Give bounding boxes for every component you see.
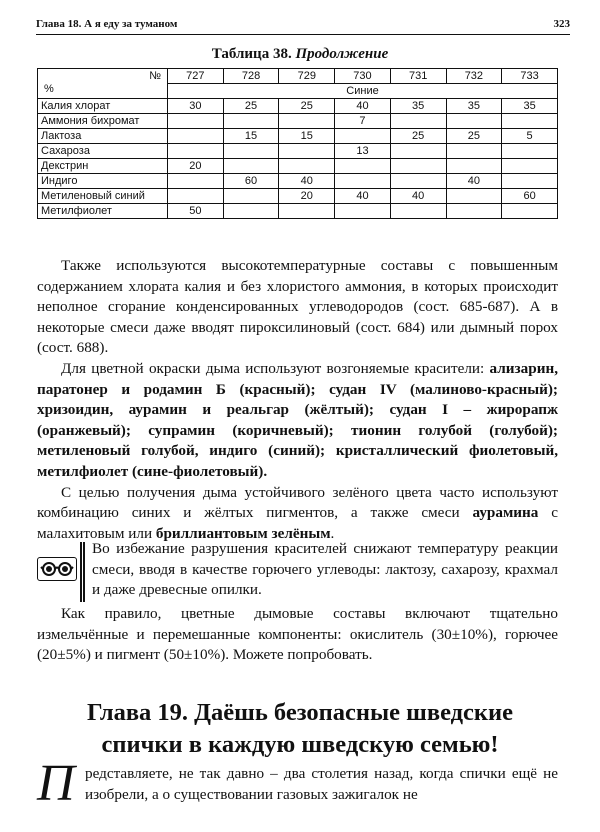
table-row bbox=[38, 99, 558, 114]
table-cell bbox=[390, 204, 446, 219]
table-cell: 35 bbox=[446, 99, 502, 114]
table-cell: 60 bbox=[502, 189, 558, 204]
table-cell: 7 bbox=[335, 114, 391, 129]
table-cell: 30 bbox=[168, 99, 224, 114]
table-cell bbox=[446, 114, 502, 129]
table-cell: 40 bbox=[279, 174, 335, 189]
glasses-icon bbox=[37, 557, 77, 581]
column-header: 733 bbox=[502, 69, 558, 84]
table-cell: 35 bbox=[390, 99, 446, 114]
table-cell bbox=[390, 114, 446, 129]
table-title bbox=[0, 46, 600, 63]
row-label: Аммония бихромат bbox=[38, 114, 168, 129]
paragraph-3 bbox=[37, 483, 558, 545]
table-cell bbox=[446, 204, 502, 219]
table-cell: 40 bbox=[335, 99, 391, 114]
table-cell bbox=[502, 114, 558, 129]
table-cell bbox=[335, 129, 391, 144]
table-cell bbox=[279, 114, 335, 129]
table-row bbox=[38, 159, 558, 174]
table-cell: 40 bbox=[446, 174, 502, 189]
column-header: 727 bbox=[168, 69, 224, 84]
paragraph-3-text: С целью получения дыма устойчивого зелёного цвета часто используют комбинацию синих и жёлтых пигментов, а также смеси bbox=[37, 483, 558, 522]
table-cell bbox=[279, 159, 335, 174]
table-cell: 20 bbox=[168, 159, 224, 174]
table-cell: 35 bbox=[502, 99, 558, 114]
table-cell bbox=[502, 204, 558, 219]
running-header bbox=[36, 16, 570, 35]
table-cell bbox=[223, 204, 279, 219]
table-cell bbox=[502, 174, 558, 189]
table-cell bbox=[335, 174, 391, 189]
note-box bbox=[37, 539, 558, 603]
table-cell: 5 bbox=[502, 129, 558, 144]
paragraph-1: Также используются высокотемпературные составы с повышенным содержанием хлората калия и без хлористого аммония, в которых происходит неполное сгорание конденсированных углеводородов (сост. 685-687). А в некоторые смеси даже вводят пироксилиновый (сост. 684) или дымный порох (сост. 688). bbox=[37, 257, 558, 357]
table-cell bbox=[223, 114, 279, 129]
row-label: Сахароза bbox=[38, 144, 168, 159]
column-group-label: Синие bbox=[168, 84, 558, 99]
table-cell: 50 bbox=[168, 204, 224, 219]
table-cell bbox=[502, 159, 558, 174]
table-cell: 15 bbox=[279, 129, 335, 144]
table-cell bbox=[223, 144, 279, 159]
table-cell bbox=[223, 189, 279, 204]
brilliant-green-term: бриллиантовым зелёным bbox=[155, 524, 331, 542]
paragraph-3-mid: с малахитовым или bbox=[37, 504, 558, 542]
table-cell: 40 bbox=[335, 189, 391, 204]
column-header: 732 bbox=[446, 69, 502, 84]
body-text-block bbox=[37, 256, 558, 544]
table-cell bbox=[446, 159, 502, 174]
table-cell bbox=[279, 144, 335, 159]
table-cell bbox=[390, 144, 446, 159]
table-corner bbox=[38, 69, 168, 99]
table-cell: 25 bbox=[279, 99, 335, 114]
table-cell bbox=[335, 204, 391, 219]
table-cell: 40 bbox=[390, 189, 446, 204]
table-row bbox=[38, 189, 558, 204]
table-cell: 20 bbox=[279, 189, 335, 204]
row-label: Метилфиолет bbox=[38, 204, 168, 219]
dye-list: ализарин, паратонер и родамин Б (красный); судан IV (малиново-красный); хризоидин, аурамин и реальгар (жёлтый); судан I – жирорапж (оранжевый); супрамин (коричневый); тионин голубой (голубой); метиленовый голубой, индиго (синий); кристаллический фиолетовый, метилфиолет (сине-фиолетовый). bbox=[37, 359, 558, 480]
column-header: 729 bbox=[279, 69, 335, 84]
table-cell bbox=[446, 144, 502, 159]
column-header: 728 bbox=[223, 69, 279, 84]
table-cell bbox=[446, 189, 502, 204]
table-row bbox=[38, 144, 558, 159]
table-cell bbox=[335, 159, 391, 174]
table-row bbox=[38, 129, 558, 144]
corner-percent-sign: % bbox=[44, 83, 54, 95]
table-title-prefix: Таблица 38. bbox=[211, 46, 292, 62]
table-cell bbox=[502, 144, 558, 159]
row-label: Декстрин bbox=[38, 159, 168, 174]
table-cell bbox=[168, 189, 224, 204]
paragraph-4: Как правило, цветные дымовые составы включают тщательно измельчённые и перемешанные компоненты: окислитель (30±10%), горючее (20±5%) и пигмент (50±10%). Можете попробовать. bbox=[37, 605, 558, 664]
table-cell bbox=[223, 159, 279, 174]
column-header: 730 bbox=[335, 69, 391, 84]
chapter-heading-line-2: спички в каждую шведскую семью! bbox=[101, 731, 499, 758]
table-cell: 25 bbox=[223, 99, 279, 114]
table-cell: 25 bbox=[446, 129, 502, 144]
note-bars bbox=[80, 542, 85, 602]
table-cell: 13 bbox=[335, 144, 391, 159]
table-row bbox=[38, 204, 558, 219]
note-text: Во избежание разрушения красителей снижают температуру реакции смеси, вводя в качестве горючего углеводы: лактозу, сахарозу, крахмал и даже древесные опилки. bbox=[92, 540, 558, 599]
paragraph-2-intro: Для цветной окраски дыма используют возгоняемые красители: bbox=[61, 359, 490, 377]
table-row bbox=[38, 114, 558, 129]
table-cell bbox=[168, 114, 224, 129]
table-cell bbox=[168, 129, 224, 144]
table-cell bbox=[390, 174, 446, 189]
opening-paragraph-text: редставляете, не так давно – два столетия назад, когда спички ещё не изобрели, а о существовании газовых зажигалок не bbox=[85, 765, 558, 803]
table-row bbox=[38, 174, 558, 189]
auramine-term: аурамина bbox=[472, 504, 539, 522]
row-label: Лактоза bbox=[38, 129, 168, 144]
running-header-title: Глава 18. А я еду за туманом bbox=[36, 18, 178, 30]
table-title-suffix: Продолжение bbox=[295, 46, 389, 62]
drop-cap: П bbox=[37, 755, 75, 812]
table-cell bbox=[390, 159, 446, 174]
page-number: 323 bbox=[553, 18, 570, 30]
row-label: Метиленовый синий bbox=[38, 189, 168, 204]
chapter-heading bbox=[0, 697, 600, 761]
corner-number-sign: № bbox=[149, 70, 161, 82]
table-cell: 15 bbox=[223, 129, 279, 144]
row-label: Калия хлорат bbox=[38, 99, 168, 114]
column-header: 731 bbox=[390, 69, 446, 84]
paragraph-3-end: . bbox=[330, 524, 335, 542]
table-cell: 25 bbox=[390, 129, 446, 144]
chapter-heading-line-1: Глава 19. Даёшь безопасные шведские bbox=[87, 699, 513, 726]
table-cell bbox=[168, 144, 224, 159]
body-text-block-2 bbox=[37, 604, 558, 666]
composition-table bbox=[37, 68, 558, 219]
table-cell: 60 bbox=[223, 174, 279, 189]
paragraph-2 bbox=[37, 359, 558, 483]
table-cell bbox=[168, 174, 224, 189]
table-cell bbox=[279, 204, 335, 219]
row-label: Индиго bbox=[38, 174, 168, 189]
